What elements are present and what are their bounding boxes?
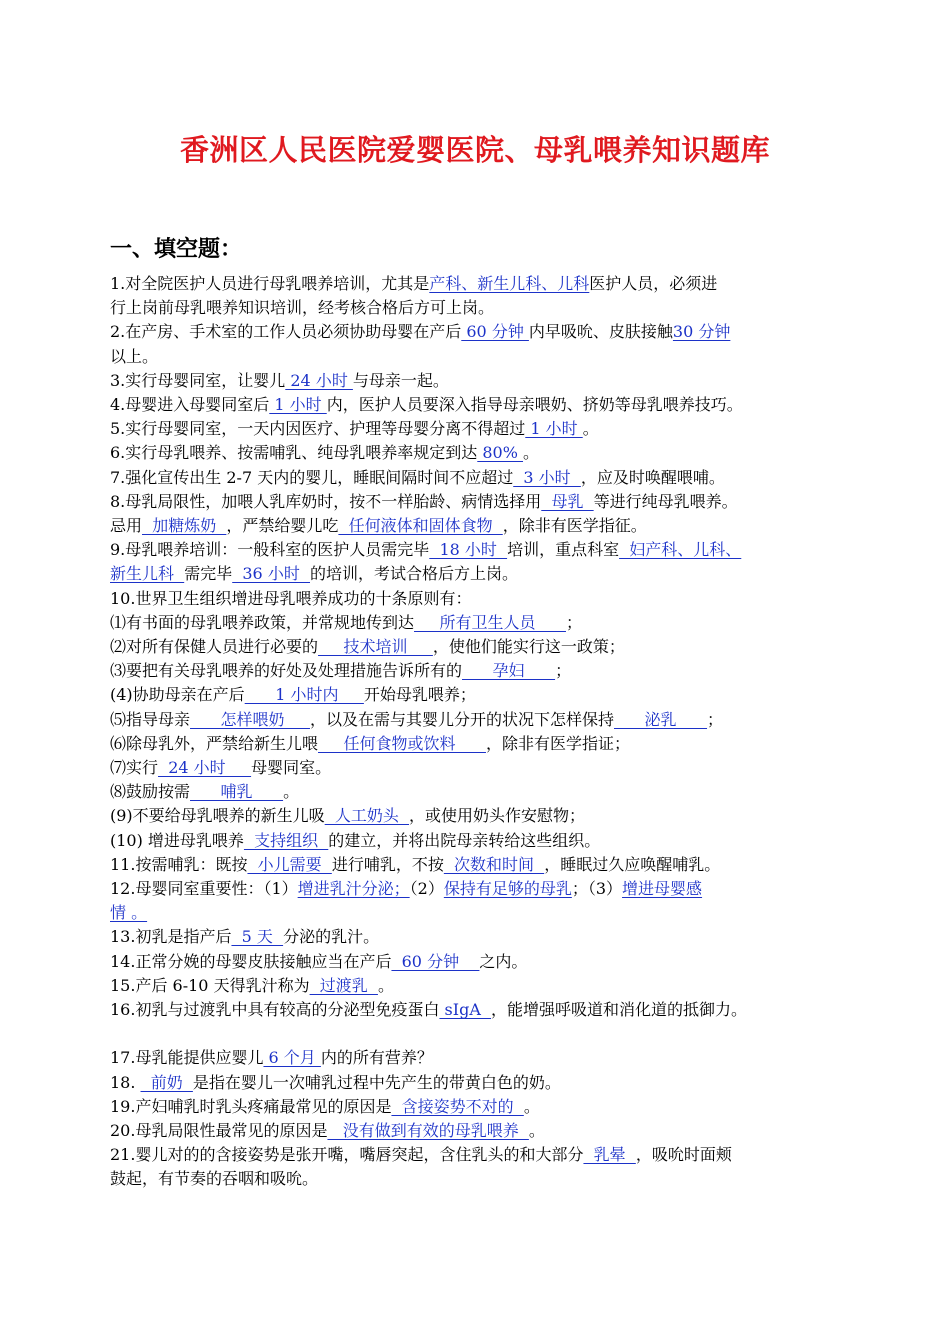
question-text: 6.实行母乳喂养、按需哺乳、纯母乳喂养率规定到达 — [110, 443, 478, 463]
answer-blank: 保持有足够的母乳 — [443, 879, 572, 899]
question-text: 1.对全院医护人员进行母乳喂养培训，尤其是 — [110, 274, 430, 293]
question-text: 18. — [110, 1072, 141, 1092]
answer-blank: 过渡乳 — [309, 975, 378, 995]
question-text: 7.强化宣传出生 2-7 天内的婴儿，睡眠间隔时间不应超过 — [110, 467, 514, 487]
answer-blank: 24 小时 — [158, 758, 252, 778]
question-text: ，应及时唤醒喂哺。 — [580, 467, 725, 487]
question-text: ； — [555, 661, 572, 681]
answer-blank: 5 天 — [231, 927, 284, 947]
question-line — [110, 901, 870, 925]
answer-blank: 情 。 — [110, 903, 148, 923]
question-text: ，使他们能实行这一政策； — [432, 637, 625, 657]
question-line — [110, 829, 870, 853]
question-line — [110, 877, 870, 901]
answer-blank: 加糖炼奶 — [142, 516, 227, 536]
question-text: ⑺实行 — [110, 758, 159, 778]
answer-blank: 60 分钟 — [461, 322, 529, 342]
answer-blank: 36 小时 — [232, 564, 310, 584]
question-line — [110, 732, 870, 756]
answer-blank: 技术培训 — [318, 637, 433, 657]
question-line — [110, 853, 870, 877]
question-line — [110, 780, 870, 804]
answer-blank: 任何食物或饮料 — [318, 733, 486, 753]
question-text: 之内。 — [479, 951, 528, 971]
answer-blank: 60 分钟 — [391, 951, 480, 971]
question-text: ； — [565, 612, 582, 632]
answer-blank: 任何液体和固体食物 — [338, 516, 503, 536]
question-line — [110, 1095, 870, 1119]
question-line — [110, 804, 870, 828]
answer-blank: sIgA — [439, 1000, 492, 1020]
question-line — [110, 514, 870, 538]
question-text: 以上。 — [110, 346, 159, 366]
answer-blank: 24 小时 — [285, 370, 353, 390]
question-text: 需完毕 — [184, 564, 233, 584]
question-text: ，严禁给婴儿吃 — [226, 516, 339, 536]
question-text: 进行哺乳，不按 — [331, 854, 444, 874]
answer-blank: 没有做到有效的母乳喂养 — [327, 1120, 529, 1140]
question-line — [110, 998, 870, 1022]
question-text: ⑶要把有关母乳喂养的好处及处理措施告诉所有的 — [110, 661, 463, 681]
question-text: ，除非有医学指征。 — [502, 516, 647, 536]
question-line — [110, 587, 870, 611]
question-text: 行上岗前母乳喂养知识培训，经考核合格后方可上岗。 — [110, 298, 495, 318]
answer-blank: 30 分钟 — [672, 322, 731, 342]
question-text: 。 — [523, 443, 540, 463]
answer-blank: 3 小时 — [513, 467, 581, 487]
question-text: ，除非有医学指证； — [485, 733, 630, 753]
answer-blank: 新生儿科 — [110, 564, 185, 584]
question-line — [110, 756, 870, 780]
answer-blank: 次数和时间 — [443, 854, 545, 874]
question-line — [110, 708, 870, 732]
question-text: 分泌的乳汁。 — [283, 927, 380, 947]
question-line — [110, 659, 870, 683]
question-line — [110, 950, 870, 974]
answer-blank: 所有卫生人员 — [414, 612, 566, 632]
answer-blank: 6 个月 — [263, 1048, 321, 1068]
question-text: 12.母婴同室重要性：（1） — [110, 879, 298, 899]
question-text: 15.产后 6-10 天得乳汁称为 — [110, 975, 310, 995]
answer-blank: 小儿需要 — [247, 854, 332, 874]
question-text: 20.母乳局限性最常见的原因是 — [110, 1120, 328, 1140]
question-text: 。 — [377, 975, 394, 995]
question-text: 是指在婴儿一次哺乳过程中先产生的带黄白色的奶。 — [192, 1072, 561, 1092]
question-line — [110, 1143, 870, 1167]
question-text: 内早吸吮、皮肤接触 — [528, 322, 673, 342]
answer-blank: 产科、新生儿科、儿科 — [429, 274, 590, 293]
question-text: ⑸指导母亲 — [110, 709, 191, 729]
question-text: 培训，重点科室 — [507, 540, 620, 560]
answer-blank: 80% — [477, 443, 524, 463]
answer-blank: 1 小时 — [525, 419, 583, 439]
question-text: (9)不要给母乳喂养的新生儿吸 — [110, 806, 325, 826]
question-line — [110, 441, 870, 465]
question-text: (10) 增进母乳喂养 — [110, 830, 244, 850]
document-title: 香洲区人民医院爱婴医院、母乳喂养知识题库 — [179, 133, 770, 167]
question-line — [110, 1046, 870, 1070]
question-text: ，吸吮时面颊 — [635, 1145, 732, 1165]
question-text: （2） — [409, 879, 444, 899]
question-line — [110, 683, 870, 707]
question-line — [110, 1167, 870, 1191]
question-text: ，能增强呼吸道和消化道的抵御力。 — [491, 1000, 748, 1020]
answer-blank: 孕妇 — [462, 661, 556, 681]
question-text: 开始母乳喂养； — [363, 685, 476, 705]
answer-blank: 妇产科、儿科、 — [619, 540, 742, 560]
question-line — [110, 1119, 870, 1143]
question-line — [110, 369, 870, 393]
question-text: 11.按需哺乳：既按 — [110, 854, 248, 874]
question-text: 21.婴儿对的的含接姿势是张开嘴，嘴唇突起，含住乳头的和大部分 — [110, 1145, 584, 1165]
question-text: 9.母乳喂养培训：一般科室的医护人员需完毕 — [110, 540, 430, 560]
question-text: 17.母乳能提供应婴儿 — [110, 1048, 264, 1068]
answer-blank: 人工奶头 — [324, 806, 410, 826]
answer-blank: 泌乳 — [613, 709, 708, 729]
question-text: 2.在产房、手术室的工作人员必须协助母婴在产后 — [110, 322, 462, 342]
question-line — [110, 974, 870, 998]
answer-blank: 1 小时 — [269, 395, 327, 415]
question-text: 。 — [283, 782, 300, 802]
question-text: ，以及在需与其婴儿分开的状况下怎样保持 — [309, 709, 614, 729]
answer-blank: 增进乳汁分泌； — [297, 879, 410, 899]
question-line — [110, 417, 870, 441]
question-text: ⑹除母乳外，严禁给新生儿喂 — [110, 733, 319, 753]
question-line — [110, 538, 870, 562]
question-text: 。 — [528, 1120, 545, 1140]
question-line — [110, 611, 870, 635]
question-text: ，睡眠过久应唤醒哺乳。 — [544, 854, 721, 874]
question-line — [110, 635, 870, 659]
question-text: 14.正常分娩的母婴皮肤接触应当在产后 — [110, 951, 392, 971]
question-text: ⑵对所有保健人员进行必要的 — [110, 637, 319, 657]
question-text: 4.母婴进入母婴同室后 — [110, 395, 270, 415]
question-text: 5.实行母婴同室，一天内因医疗、护理等母婴分离不得超过 — [110, 419, 526, 439]
question-line — [110, 296, 870, 320]
question-line — [110, 393, 870, 417]
question-text: 16.初乳与过渡乳中具有较高的分泌型免疫蛋白 — [110, 1000, 440, 1020]
question-text: 鼓起，有节奏的吞咽和吸吮。 — [110, 1169, 319, 1189]
blank-line — [110, 1022, 870, 1046]
question-text: 与母亲一起。 — [352, 370, 449, 390]
answer-blank: 乳晕 — [583, 1145, 636, 1165]
answer-blank: 母乳 — [541, 491, 594, 511]
section-heading: 一、填空题： — [110, 236, 243, 262]
question-text: ⑻鼓励按需 — [110, 782, 191, 802]
question-line — [110, 272, 870, 296]
answer-blank: 增进母婴感 — [622, 879, 703, 899]
answer-blank: 18 小时 — [429, 540, 508, 560]
question-text: 等进行纯母乳喂养。 — [593, 491, 738, 511]
question-text: ，或使用奶头作安慰物； — [409, 806, 586, 826]
question-line — [110, 925, 870, 949]
question-text: 10.世界卫生组织增进母乳喂养成功的十条原则有： — [110, 588, 472, 608]
question-text: 的培训，考试合格后方上岗。 — [310, 564, 519, 584]
question-text: 8.母乳局限性，加喂人乳库奶时，按不一样胎龄、病情选择用 — [110, 491, 542, 511]
question-text: 母婴同室。 — [251, 758, 332, 778]
question-line — [110, 345, 870, 369]
question-text: 。 — [523, 1096, 540, 1116]
answer-blank: 怎样喂奶 — [190, 709, 310, 729]
answer-blank: 1 小时内 — [244, 685, 364, 705]
question-text: 19.产妇哺乳时乳头疼痛最常见的原因是 — [110, 1096, 392, 1116]
question-text: (4)协助母亲在产后 — [110, 685, 245, 705]
question-text: 13.初乳是指产后 — [110, 927, 232, 947]
question-list — [110, 272, 870, 1192]
question-text: 医护人员，必须进 — [589, 274, 718, 293]
answer-blank: 含接姿势不对的 — [391, 1096, 524, 1116]
question-line — [110, 320, 870, 344]
question-text: ； — [707, 709, 724, 729]
question-text: ；（3） — [571, 879, 623, 899]
question-text: 3.实行母婴同室，让婴儿 — [110, 370, 286, 390]
question-text: 的建立，并将出院母亲转给这些组织。 — [328, 830, 601, 850]
question-line — [110, 1071, 870, 1095]
question-text: 内，医护人员要深入指导母亲喂奶、挤奶等母乳喂养技巧。 — [326, 395, 743, 415]
question-text: ⑴有书面的母乳喂养政策，并常规地传到达 — [110, 612, 415, 632]
question-line — [110, 466, 870, 490]
question-text: 内的所有营养？ — [320, 1048, 433, 1068]
answer-blank: 支持组织 — [243, 830, 329, 850]
question-text: 。 — [582, 419, 599, 439]
question-line — [110, 562, 870, 586]
answer-blank: 前奶 — [140, 1072, 193, 1092]
question-line — [110, 490, 870, 514]
question-text: 忌用 — [110, 516, 143, 536]
answer-blank: 哺乳 — [190, 782, 284, 802]
